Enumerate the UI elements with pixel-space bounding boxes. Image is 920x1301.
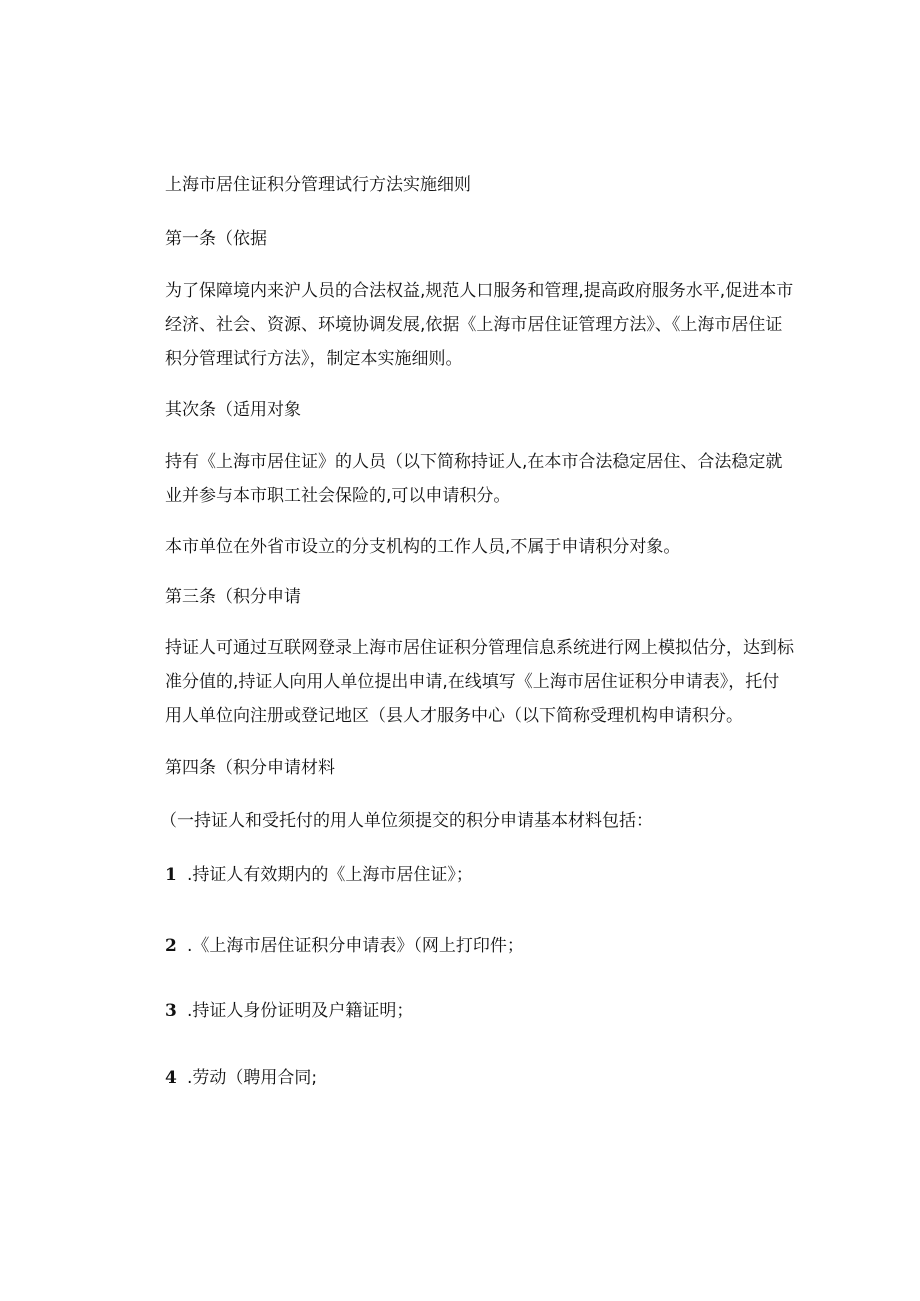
section-2-paragraph-2: 本市单位在外省市设立的分支机构的工作人员,不属于申请积分对象。 xyxy=(165,537,681,557)
section-1-paragraph-1-text: 为了保障境内来沪人员的合法权益,规范人口服务和管理,提高政府服务水平,促进本市经济、社会、资源、环境协调发展,依据《上海市居住证管理方法》、《上海市居住证积分管理试行方法》，制定本实施细则。 xyxy=(165,281,794,369)
list-item-text: .持证人有效期内的《上海市居住证》； xyxy=(187,865,473,885)
section-heading-4: 第四条（积分申请材料 xyxy=(165,758,335,778)
list-item-number: 2 xyxy=(165,936,177,956)
list-item-number: 1 xyxy=(165,865,177,885)
section-heading-3: 第三条（积分申请 xyxy=(165,587,301,607)
list-item-1 xyxy=(165,858,473,892)
section-3-paragraph-1-text: 持证人可通过互联网登录上海市居住证积分管理信息系统进行网上模拟估分，达到标准分值的,持证人向用人单位提出申请,在线填写《上海市居住证积分申请表》，托付用人单位向注册或登记地区（县人才服务中心（以下简称受理机构申请积分。 xyxy=(165,638,794,726)
list-item-number: 4 xyxy=(165,1068,177,1088)
section-2-paragraph-1-text: 持有《上海市居住证》的人员（以下简称持证人,在本市合法稳定居住、合法稳定就业并参与本市职工社会保险的,可以申请积分。 xyxy=(165,452,783,506)
section-4-paragraph-1: （一持证人和受托付的用人单位须提交的积分申请基本材料包括： xyxy=(160,811,653,831)
section-1-paragraph-1 xyxy=(165,274,795,376)
section-heading-1: 第一条（依据 xyxy=(165,229,267,249)
document-title: 上海市居住证积分管理试行方法实施细则 xyxy=(165,175,471,195)
list-item-2 xyxy=(165,929,524,963)
list-item-4 xyxy=(165,1061,317,1095)
list-item-3 xyxy=(165,994,413,1028)
list-item-text: .持证人身份证明及户籍证明； xyxy=(187,1001,414,1021)
section-3-paragraph-1 xyxy=(165,631,795,733)
list-item-number: 3 xyxy=(165,1001,177,1021)
section-heading-2: 其次条（适用对象 xyxy=(165,400,301,420)
list-item-text: .劳动（聘用合同; xyxy=(187,1068,318,1088)
list-item-text: .《上海市居住证积分申请表》（网上打印件； xyxy=(187,936,524,956)
section-2-paragraph-1 xyxy=(165,445,795,513)
